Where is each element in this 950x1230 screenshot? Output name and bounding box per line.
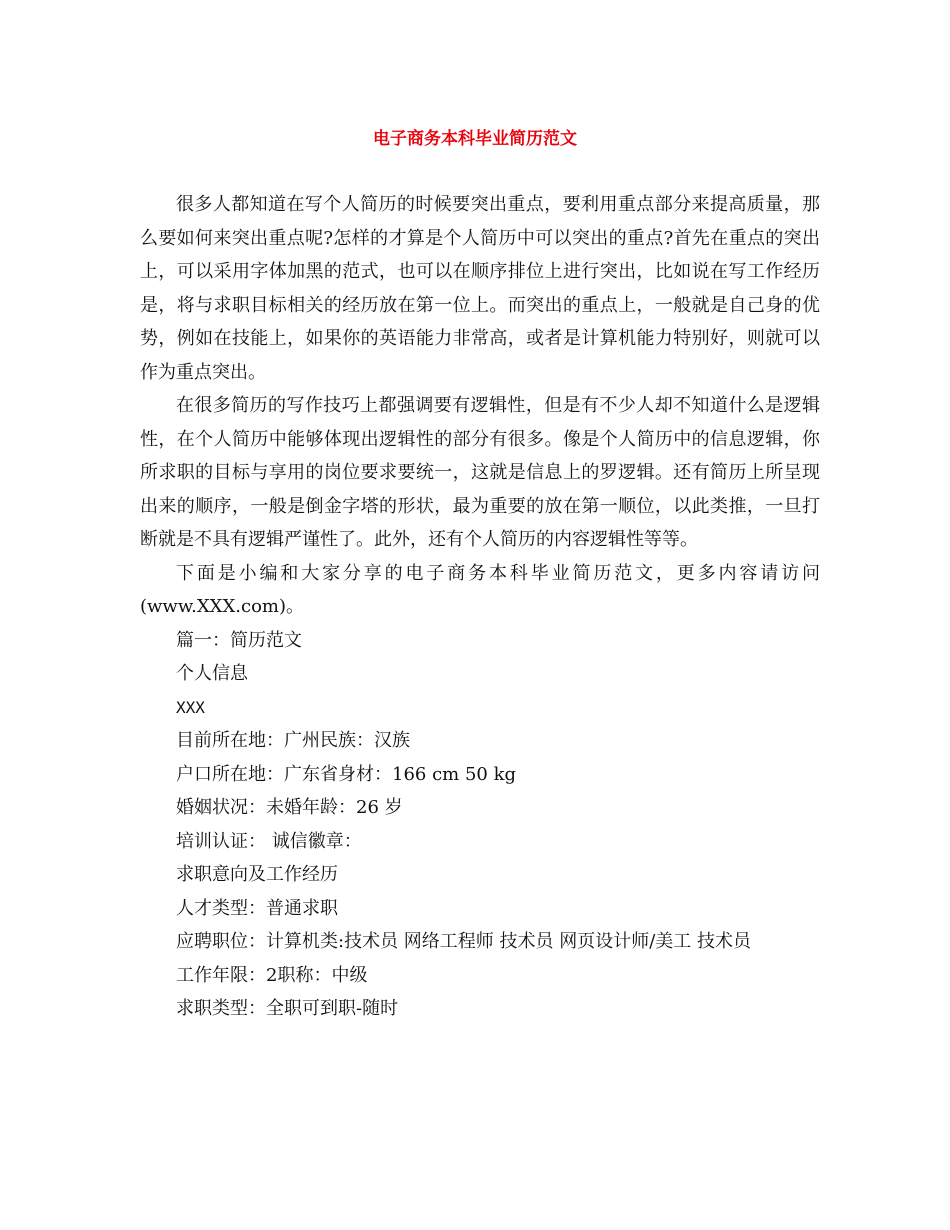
personal-info-heading: 个人信息 bbox=[176, 663, 248, 684]
marital-line: 婚姻状况：未婚年龄：26 岁 bbox=[176, 797, 403, 818]
job-intent-heading: 求职意向及工作经历 bbox=[176, 864, 338, 885]
document-body bbox=[140, 188, 820, 1026]
intro-paragraph-2: 在很多简历的写作技巧上都强调要有逻辑性，但是有不少人却不知道什么是逻辑性，在个人简历中能够体现出逻辑性的部分有很多。像是个人简历中的信息逻辑，你所求职的目标与享用的岗位要求要统一，这就是信息上的罗逻辑。还有简历上所呈现出来的顺序，一般是倒金字塔的形状，最为重要的放在第一顺位，以此类推，一旦打断就是不具有逻辑严谨性了。此外，还有个人简历的内容逻辑性等等。 bbox=[140, 395, 820, 550]
document-title: 电子商务本科毕业简历范文 bbox=[373, 129, 577, 149]
hukou-line: 户口所在地：广东省身材：166 cm 50 kg bbox=[176, 763, 517, 785]
certification-line: 培训认证： 诚信徽章： bbox=[176, 830, 362, 852]
talent-type-line: 人才类型：普通求职 bbox=[176, 897, 338, 919]
section-heading: 篇一：简历范文 bbox=[176, 629, 302, 651]
name-line: XXX bbox=[176, 697, 205, 717]
intro-paragraph-1: 很多人都知道在写个人简历的时候要突出重点，要利用重点部分来提高质量，那么要如何来突出重点呢?怎样的才算是个人简历中可以突出的重点?首先在重点的突出上，可以采用字体加黑的范式，也可以在顺序排位上进行突出，比如说在写工作经历是，将与求职目标相关的经历放在第一位上。而突出的重点上，一般就是自己身的优势，例如在技能上，如果你的英语能力非常高，或者是计算机能力特别好，则就可以作为重点突出。 bbox=[140, 194, 820, 383]
location-line: 目前所在地：广州民族：汉族 bbox=[176, 730, 410, 751]
intro-paragraph-3: 下面是小编和大家分享的电子商务本科毕业简历范文，更多内容请访问(www.XXX.com)。 bbox=[140, 562, 820, 617]
work-years-line: 工作年限：2职称：中级 bbox=[176, 964, 368, 986]
job-type-line: 求职类型：全职可到职-随时 bbox=[176, 998, 399, 1019]
position-line: 应聘职位：计算机类:技术员 网络工程师 技术员 网页设计师/美工 技术员 bbox=[176, 931, 752, 952]
